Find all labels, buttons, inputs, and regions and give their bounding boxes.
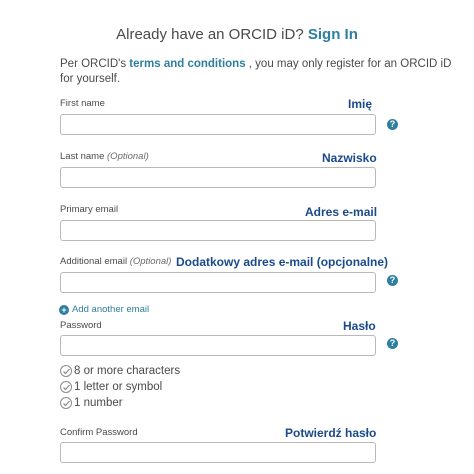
password-translation: Hasło [343,319,376,333]
additional-email-help-icon[interactable]: ? [387,275,398,286]
signin-prompt [0,26,474,43]
requirement-number-text: 1 number [74,397,123,409]
check-circle-icon [60,397,72,409]
password-label: Password [60,320,102,331]
terms-notice [60,57,460,87]
requirement-letter-text: 1 letter or symbol [74,381,163,393]
requirement-number [60,397,123,409]
last-name-translation: Nazwisko [322,151,377,165]
last-name-label [60,151,149,162]
first-name-input[interactable] [60,114,376,135]
terms-text-after: , you may only register for an ORCID iD for yourself. [60,58,452,85]
first-name-translation: Imię [348,97,373,111]
requirement-length [60,365,180,377]
requirement-length-text: 8 or more characters [74,365,181,377]
password-help-icon[interactable]: ? [387,338,398,349]
last-name-input[interactable] [60,167,376,188]
terms-text-before: Per ORCID's [60,58,130,70]
primary-email-input[interactable] [60,220,376,241]
signin-link[interactable]: Sign In [307,26,358,43]
check-circle-icon [60,381,72,393]
additional-email-optional: (Optional) [129,256,172,267]
add-another-email-label: Add another email [72,304,150,315]
requirement-letter [60,381,162,393]
confirm-password-label: Confirm Password [60,427,138,438]
first-name-help-icon[interactable]: ? [387,119,398,130]
last-name-optional: (Optional) [107,151,149,162]
additional-email-label-text: Additional email [60,256,128,267]
check-circle-icon [60,365,72,377]
confirm-password-translation: Potwierdź hasło [285,426,377,440]
signin-prompt-text: Already have an ORCID iD? [116,26,304,43]
first-name-label: First name [60,98,105,109]
confirm-password-input[interactable] [60,442,376,463]
add-another-email-link[interactable] [59,304,149,315]
additional-email-input[interactable] [60,272,376,293]
terms-link[interactable]: terms and conditions [129,58,246,70]
primary-email-translation: Adres e-mail [305,205,378,219]
plus-circle-icon: + [59,305,69,315]
additional-email-translation: Dodatkowy adres e-mail (opcjonalne) [176,255,389,269]
additional-email-label [60,256,171,267]
primary-email-label: Primary email [60,204,119,215]
password-input[interactable] [60,335,376,356]
last-name-label-text: Last name [60,151,105,162]
